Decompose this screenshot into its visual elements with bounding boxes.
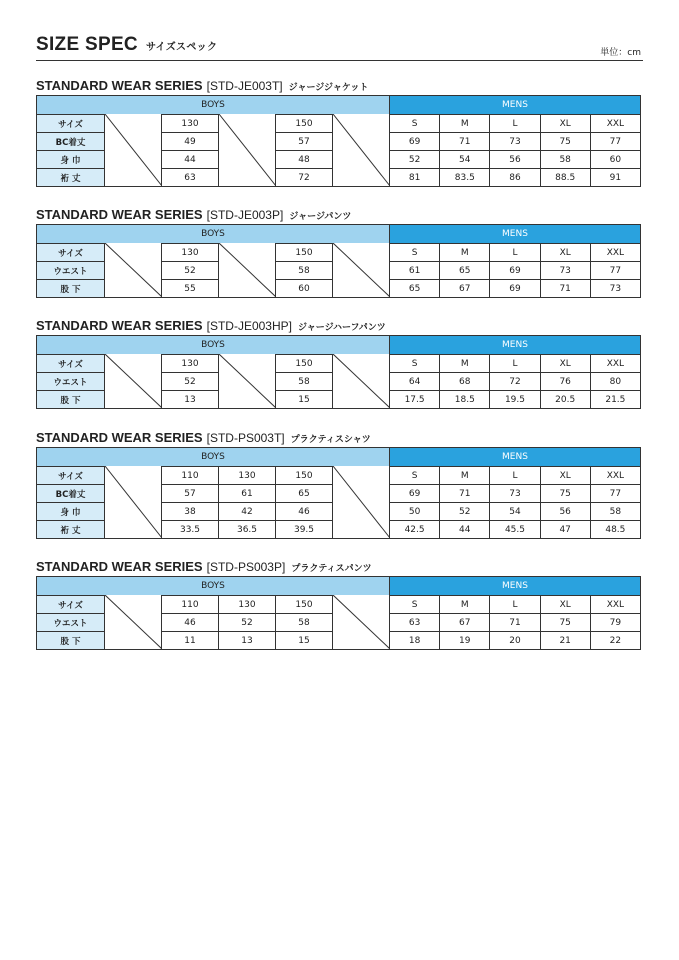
mens-size-cell: S	[389, 115, 439, 132]
boys-value-cell: 46	[161, 614, 218, 631]
mens-value-cell: 19.5	[489, 391, 539, 408]
product-name: プラクティスシャツ	[290, 435, 371, 445]
product-name: ジャージハーフパンツ	[297, 323, 386, 333]
mens-value-cell: 56	[489, 151, 539, 168]
measurement-label: ウエスト	[37, 614, 104, 631]
mens-size-cell: M	[439, 115, 489, 132]
mens-size-cell: XL	[540, 244, 590, 261]
mens-value-cell: 21	[540, 632, 590, 649]
mens-value-cell: 44	[439, 521, 489, 538]
mens-value-cell: 65	[439, 262, 489, 279]
mens-value-cell: 20	[489, 632, 539, 649]
size-table-section	[36, 204, 641, 298]
boys-value-cell: 13	[218, 632, 275, 649]
boys-value-cell: 55	[161, 280, 218, 297]
mens-value-cell: 76	[540, 373, 590, 390]
mens-value-cell: 69	[389, 485, 439, 502]
measurement-label: 股 下	[37, 632, 104, 649]
mens-size-cell: XXL	[590, 244, 640, 261]
product-code: [STD-PS003P]	[206, 560, 286, 574]
mens-size-cell: S	[389, 596, 439, 613]
boys-size-cell: 130	[161, 355, 218, 372]
mens-value-cell: 71	[439, 133, 489, 150]
mens-value-cell: 67	[439, 280, 489, 297]
boys-value-cell: 58	[275, 614, 332, 631]
page-header	[36, 32, 643, 62]
size-table	[36, 447, 641, 539]
boys-value-cell: 42	[218, 503, 275, 520]
mens-size-cell: L	[489, 244, 539, 261]
boys-value-cell: 52	[161, 373, 218, 390]
size-row-label: サイズ	[37, 115, 104, 132]
size-row-label: サイズ	[37, 467, 104, 484]
boys-size-cell: 110	[161, 596, 218, 613]
mens-value-cell: 68	[439, 373, 489, 390]
boys-value-cell: 58	[275, 262, 332, 279]
size-row-label: サイズ	[37, 596, 104, 613]
page-subtitle: サイズスペック	[145, 42, 218, 53]
mens-size-cell: M	[439, 596, 489, 613]
product-code: [STD-PS003T]	[206, 431, 285, 445]
mens-size-cell: L	[489, 355, 539, 372]
boys-value-cell: 46	[275, 503, 332, 520]
mens-value-cell: 79	[590, 614, 640, 631]
mens-value-cell: 67	[439, 614, 489, 631]
mens-value-cell: 86	[489, 169, 539, 186]
mens-value-cell: 69	[489, 262, 539, 279]
mens-value-cell: 71	[489, 614, 539, 631]
mens-size-cell: XXL	[590, 467, 640, 484]
mens-header: MENS	[389, 448, 640, 466]
measurement-label: BC着丈	[37, 485, 104, 502]
measurement-label: ウエスト	[37, 373, 104, 390]
mens-value-cell: 42.5	[389, 521, 439, 538]
boys-header: BOYS	[37, 96, 389, 114]
size-row-label: サイズ	[37, 355, 104, 372]
mens-size-cell: L	[489, 467, 539, 484]
mens-header: MENS	[389, 225, 640, 243]
boys-value-cell: 36.5	[218, 521, 275, 538]
boys-size-cell: 150	[275, 115, 332, 132]
size-table-section	[36, 315, 641, 409]
empty-slash-cell	[332, 466, 389, 538]
mens-value-cell: 22	[590, 632, 640, 649]
mens-value-cell: 18	[389, 632, 439, 649]
boys-size-cell: 130	[161, 115, 218, 132]
series-name: STANDARD WEAR SERIES	[36, 430, 203, 445]
product-code: [STD-JE003HP]	[206, 319, 292, 333]
boys-size-cell: 110	[161, 467, 218, 484]
boys-value-cell: 57	[275, 133, 332, 150]
boys-value-cell: 48	[275, 151, 332, 168]
section-title	[36, 427, 641, 445]
mens-value-cell: 63	[389, 614, 439, 631]
mens-value-cell: 54	[439, 151, 489, 168]
mens-size-cell: L	[489, 596, 539, 613]
mens-header: MENS	[389, 577, 640, 595]
mens-value-cell: 48.5	[590, 521, 640, 538]
boys-header: BOYS	[37, 577, 389, 595]
mens-value-cell: 65	[389, 280, 439, 297]
group-header-row	[37, 225, 640, 243]
boys-value-cell: 39.5	[275, 521, 332, 538]
mens-value-cell: 69	[389, 133, 439, 150]
empty-slash-cell	[104, 595, 161, 649]
empty-slash-cell	[104, 466, 161, 538]
mens-value-cell: 75	[540, 485, 590, 502]
empty-slash-cell	[332, 243, 389, 297]
empty-slash-cell	[218, 243, 275, 297]
mens-value-cell: 91	[590, 169, 640, 186]
mens-header: MENS	[389, 96, 640, 114]
boys-size-cell: 150	[275, 244, 332, 261]
mens-size-cell: M	[439, 355, 489, 372]
measurement-label: 身 巾	[37, 151, 104, 168]
product-name: ジャージパンツ	[289, 212, 352, 222]
series-name: STANDARD WEAR SERIES	[36, 559, 203, 574]
size-table-section	[36, 556, 641, 650]
mens-size-cell: M	[439, 244, 489, 261]
mens-value-cell: 17.5	[389, 391, 439, 408]
mens-size-cell: S	[389, 467, 439, 484]
series-name: STANDARD WEAR SERIES	[36, 78, 203, 93]
mens-value-cell: 75	[540, 614, 590, 631]
boys-header: BOYS	[37, 336, 389, 354]
boys-size-cell: 150	[275, 355, 332, 372]
mens-value-cell: 45.5	[489, 521, 539, 538]
boys-value-cell: 33.5	[161, 521, 218, 538]
mens-size-cell: XL	[540, 115, 590, 132]
mens-value-cell: 71	[439, 485, 489, 502]
measurement-label: BC着丈	[37, 133, 104, 150]
mens-value-cell: 73	[540, 262, 590, 279]
empty-slash-cell	[332, 114, 389, 186]
measurement-label: 股 下	[37, 280, 104, 297]
boys-size-cell: 130	[218, 596, 275, 613]
mens-size-cell: XL	[540, 467, 590, 484]
mens-value-cell: 73	[590, 280, 640, 297]
empty-slash-cell	[218, 354, 275, 408]
mens-value-cell: 19	[439, 632, 489, 649]
mens-value-cell: 88.5	[540, 169, 590, 186]
mens-size-cell: S	[389, 355, 439, 372]
boys-header: BOYS	[37, 225, 389, 243]
empty-slash-cell	[332, 354, 389, 408]
boys-value-cell: 52	[161, 262, 218, 279]
header-divider	[36, 60, 643, 61]
mens-size-cell: L	[489, 115, 539, 132]
mens-value-cell: 64	[389, 373, 439, 390]
boys-size-cell: 150	[275, 596, 332, 613]
measurement-label: 身 巾	[37, 503, 104, 520]
product-name: プラクティスパンツ	[291, 564, 372, 574]
boys-value-cell: 49	[161, 133, 218, 150]
mens-value-cell: 81	[389, 169, 439, 186]
measurement-label: 股 下	[37, 391, 104, 408]
mens-value-cell: 58	[540, 151, 590, 168]
mens-header: MENS	[389, 336, 640, 354]
group-header-row	[37, 448, 640, 466]
mens-value-cell: 77	[590, 485, 640, 502]
unit-label: 単位：cm	[600, 48, 641, 58]
boys-size-cell: 130	[218, 467, 275, 484]
group-header-row	[37, 577, 640, 595]
boys-value-cell: 61	[218, 485, 275, 502]
measurement-label: 裄 丈	[37, 169, 104, 186]
empty-slash-cell	[104, 354, 161, 408]
mens-value-cell: 73	[489, 133, 539, 150]
mens-value-cell: 77	[590, 262, 640, 279]
series-name: STANDARD WEAR SERIES	[36, 318, 203, 333]
boys-value-cell: 11	[161, 632, 218, 649]
boys-value-cell: 13	[161, 391, 218, 408]
size-row-label: サイズ	[37, 244, 104, 261]
boys-value-cell: 15	[275, 632, 332, 649]
page-title	[36, 34, 217, 56]
mens-value-cell: 54	[489, 503, 539, 520]
empty-slash-cell	[332, 595, 389, 649]
size-table	[36, 576, 641, 650]
mens-value-cell: 72	[489, 373, 539, 390]
mens-value-cell: 83.5	[439, 169, 489, 186]
size-table-section	[36, 427, 641, 539]
series-name: STANDARD WEAR SERIES	[36, 207, 203, 222]
mens-size-cell: XXL	[590, 115, 640, 132]
size-table	[36, 335, 641, 409]
mens-value-cell: 77	[590, 133, 640, 150]
boys-value-cell: 63	[161, 169, 218, 186]
mens-value-cell: 58	[590, 503, 640, 520]
mens-value-cell: 75	[540, 133, 590, 150]
boys-header: BOYS	[37, 448, 389, 466]
product-name: ジャージジャケット	[288, 83, 369, 93]
boys-value-cell: 15	[275, 391, 332, 408]
page-title-text: SIZE SPEC	[36, 34, 138, 55]
section-title	[36, 315, 641, 333]
mens-value-cell: 80	[590, 373, 640, 390]
mens-value-cell: 71	[540, 280, 590, 297]
mens-size-cell: XXL	[590, 355, 640, 372]
mens-value-cell: 61	[389, 262, 439, 279]
mens-size-cell: XL	[540, 596, 590, 613]
empty-slash-cell	[104, 114, 161, 186]
mens-size-cell: XXL	[590, 596, 640, 613]
group-header-row	[37, 96, 640, 114]
mens-size-cell: S	[389, 244, 439, 261]
empty-slash-cell	[218, 114, 275, 186]
mens-value-cell: 47	[540, 521, 590, 538]
size-table-section	[36, 75, 641, 187]
mens-size-cell: M	[439, 467, 489, 484]
mens-value-cell: 56	[540, 503, 590, 520]
section-title	[36, 204, 641, 222]
size-table	[36, 95, 641, 187]
mens-value-cell: 50	[389, 503, 439, 520]
measurement-label: 裄 丈	[37, 521, 104, 538]
measurement-label: ウエスト	[37, 262, 104, 279]
section-title	[36, 75, 641, 93]
mens-value-cell: 20.5	[540, 391, 590, 408]
mens-value-cell: 52	[389, 151, 439, 168]
mens-value-cell: 18.5	[439, 391, 489, 408]
boys-size-cell: 130	[161, 244, 218, 261]
mens-value-cell: 73	[489, 485, 539, 502]
boys-value-cell: 58	[275, 373, 332, 390]
mens-value-cell: 60	[590, 151, 640, 168]
mens-value-cell: 69	[489, 280, 539, 297]
mens-value-cell: 52	[439, 503, 489, 520]
product-code: [STD-JE003T]	[206, 79, 283, 93]
product-code: [STD-JE003P]	[206, 208, 284, 222]
boys-value-cell: 72	[275, 169, 332, 186]
mens-value-cell: 21.5	[590, 391, 640, 408]
boys-value-cell: 52	[218, 614, 275, 631]
empty-slash-cell	[104, 243, 161, 297]
boys-value-cell: 38	[161, 503, 218, 520]
boys-value-cell: 57	[161, 485, 218, 502]
section-title	[36, 556, 641, 574]
boys-value-cell: 44	[161, 151, 218, 168]
boys-size-cell: 150	[275, 467, 332, 484]
group-header-row	[37, 336, 640, 354]
boys-value-cell: 65	[275, 485, 332, 502]
boys-value-cell: 60	[275, 280, 332, 297]
mens-size-cell: XL	[540, 355, 590, 372]
size-table	[36, 224, 641, 298]
